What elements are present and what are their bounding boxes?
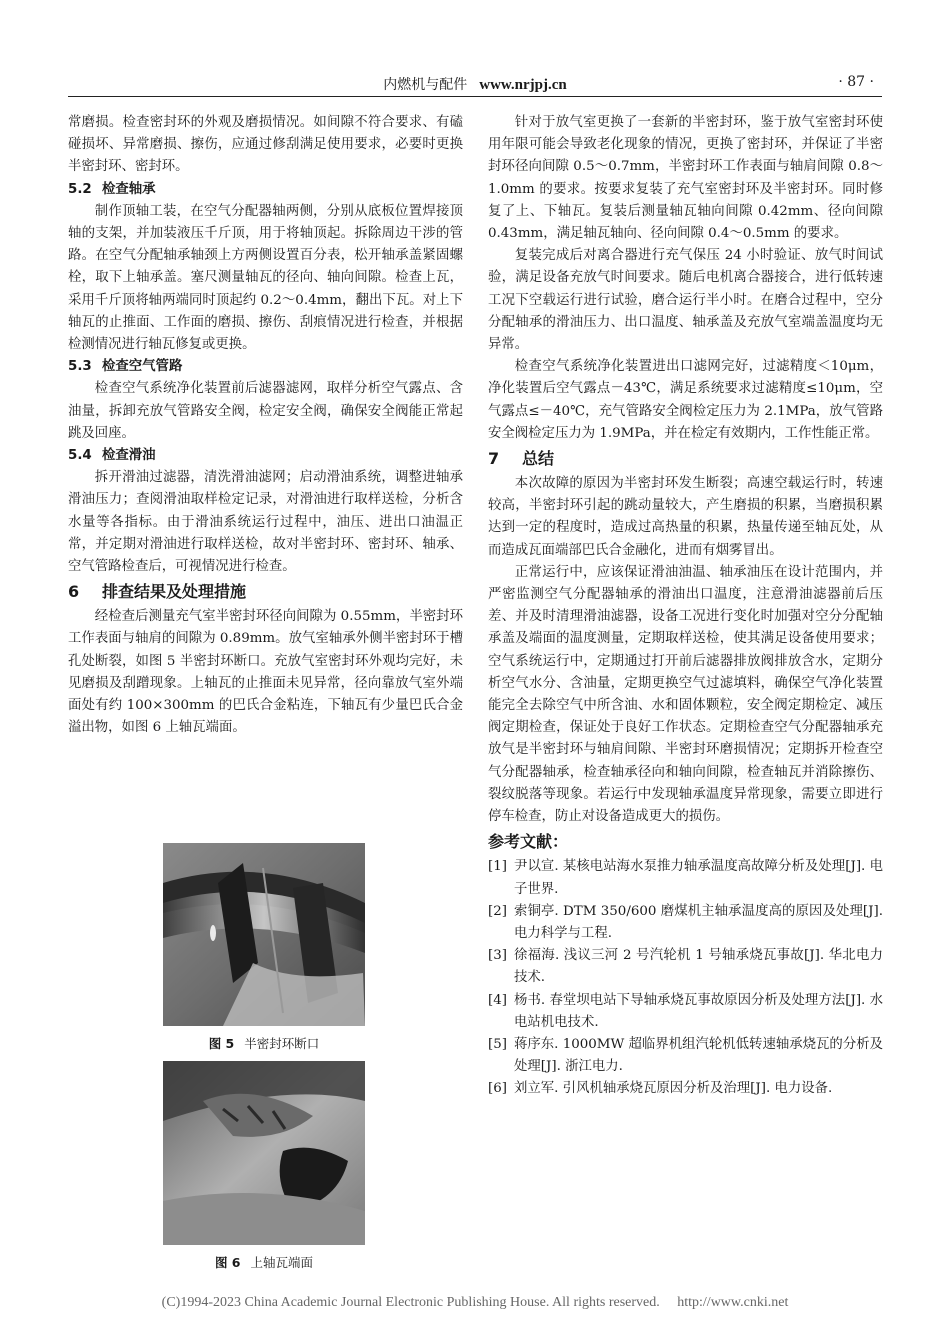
section-heading-6: 6 排查结果及处理措施: [68, 582, 247, 602]
figure-6: [163, 1061, 365, 1271]
section-heading-5-4: 5.4 检查滑油: [68, 448, 156, 464]
paragraph: 经检查后测量充气室半密封环径向间隙为 0.55mm，半密封环工作表面与轴肩的间隙为 0.89mm。放气室轴承外侧半密封环于槽孔处断裂，如图 5 半密封环断口。充放气室密封环外观均完好，未见磨损及刮蹭现象。上轴瓦的止推面未见异常，径向靠放气室外端面处有约 100×300mm 的巴氏合金粘连，下轴瓦有少量巴氏合金溢出物，如图 6 上轴瓦端面。: [68, 609, 463, 736]
reference-list: [488, 856, 883, 1100]
page-number: · 87 ·: [838, 74, 874, 90]
paragraph: 正常运行中，应该保证滑油油温、轴承油压在设计范围内，并严密监测空气分配器轴承的滑油出口温度，注意滑油滤器前后压差、并及时清理滑油滤器，设备工况进行变化时加强对空分分配轴承盖及端面的温度测量，定期取样送检，使其满足设备使用要求；空气系统运行中，定期通过打开前后滤器排放阀排放含水，定期分析空气水分、含油量，定期更换空气过滤填料，确保空气净化装置能完全去除空气中所含油、水和固体颗粒，安全阀定期检定、减压阀定期检查，保证处于良好工作状态。定期检查空气分配器轴承充放气是半密封环与轴肩间隙、半密封环磨损情况；定期拆开检查空气分配器轴承，检查轴承径向和轴向间隙，检查轴瓦并消除擦伤、裂纹脱落等现象。若运行中发现轴承温度异常现象，需要立即进行停车检查，防止对设备造成更大的损伤。: [488, 564, 883, 825]
figure-6-caption: 图 6 上轴瓦端面: [214, 1255, 314, 1270]
section-heading-7: 7 总结: [488, 449, 555, 469]
reference-item: [4] 杨书. 春堂坝电站下导轴承烧瓦事故原因分析及处理方法[J]. 水电站机电技术.: [488, 992, 883, 1030]
journal-website[interactable]: www.nrjpj.cn: [479, 77, 567, 93]
figure-5-photo: [163, 843, 365, 1026]
journal-name: 内燃机与配件: [383, 77, 468, 93]
page-footer: [0, 1295, 950, 1311]
paragraph: 检查空气系统净化装置前后滤器滤网，取样分析空气露点、含油量，拆卸充放气管路安全阀，检定安全阀，确保安全阀能正常起跳及回座。: [68, 381, 463, 441]
reference-item: [2] 索铜亭. DTM 350/600 磨煤机主轴承温度高的原因及处理[J]. 电力科学与工程.: [488, 903, 883, 941]
page-header: [68, 70, 882, 97]
reference-item: [5] 蒋序东. 1000MW 超临界机组汽轮机低转速轴承烧瓦的分析及处理[J]. 浙江电力.: [488, 1036, 883, 1075]
figure-6-photo: [163, 1061, 365, 1245]
cnki-link[interactable]: http://www.cnki.net: [677, 1295, 789, 1310]
paragraph: 常磨损。检查密封环的外观及磨损情况。如间隙不符合要求、有磕碰损坏、异常磨损、擦伤，应通过修刮满足使用要求，必要时更换半密封环、密封环。: [68, 115, 463, 175]
upper-bearing-shell-image: [163, 1061, 365, 1245]
reference-item: [3] 徐福海. 浅议三河 2 号汽轮机 1 号轴承烧瓦事故[J]. 华北电力技术.: [488, 948, 883, 986]
left-column: [68, 112, 463, 739]
header-journal-line: [68, 74, 882, 94]
broken-seal-ring-image: [163, 843, 365, 1026]
paragraph: 制作顶轴工装，在空气分配器轴两侧，分别从底板位置焊接顶轴的支架，并加装液压千斤顶，用于将轴顶起。拆除周边干涉的管路。在空气分配轴承轴颈上方两侧设置百分表，松开轴承盖紧固螺栓，取下上轴承盖。塞尺测量轴瓦的径向、轴向间隙。检查上瓦，采用千斤顶将轴两端同时顶起约 0.2～0.4mm，翻出下瓦。对上下轴瓦的止推面、工作面的磨损、擦伤、刮痕情况进行检查，并根据检测情况进行轴瓦修复或更换。: [68, 203, 463, 353]
paragraph: 拆开滑油过滤器，清洗滑油滤网；启动滑油系统，调整进轴承滑油压力；查阅滑油取样检定记录，对滑油进行取样送检，分析含水量等各指标。由于滑油系统运行过程中，油压、进出口油温正常，并定期对滑油进行取样送检，故对半密封环、密封环、轴承、空气管路检查后，可视情况进行检查。: [68, 470, 463, 575]
section-heading-5-3: 5.3 检查空气管路: [68, 359, 183, 375]
copyright-notice: (C)1994-2023 China Academic Journal Electronic Publishing House. All rights reserved.: [161, 1295, 660, 1310]
paragraph: 检查空气系统净化装置进出口滤网完好，过滤精度＜10μm，净化装置后空气露点－43℃，满足系统要求过滤精度≤10μm，空气露点≤－40℃，充气管路安全阀检定压力为 2.1MPa，放气管路安全阀检定压力为 1.9MPa，并在检定有效期内，工作性能正常。: [488, 359, 883, 441]
figure-5: [163, 843, 365, 1052]
paragraph: 本次故障的原因为半密封环发生断裂；高速空载运行时，转速较高，半密封环引起的跳动量较大，产生磨损的积累，当磨损积累达到一定的程度时，造成过高热量的积累，热量传递至轴瓦处，从而造成瓦面端部巴氏合金融化，进而有烟雾冒出。: [488, 476, 883, 558]
section-heading-5-2: 5.2 检查轴承: [68, 181, 156, 197]
reference-item: [1] 尹以宣. 某核电站海水泵推力轴承温度高故障分析及处理[J]. 电子世界.: [488, 859, 883, 897]
paragraph: 复装完成后对离合器进行充气保压 24 小时验证、放气时间试验，满足设备充放气时间要求。随后电机离合器接合，进行低转速工况下空载运行进行试验，磨合运行半小时。在磨合过程中，空分分配轴承的滑油压力、出口温度、轴承盖及充放气室端盖温度均无异常。: [488, 248, 883, 353]
paragraph: 针对于放气室更换了一套新的半密封环，鉴于放气室密封环使用年限可能会导致老化现象的情况，更换了密封环，并保证了半密封环径向间隙 0.5～0.7mm，半密封环工作表面与轴肩间隙 0.8～1.0mm 的要求。按要求复装了充气室密封环及半密封环。同时修复了上、下轴瓦。复装后测量轴瓦轴向间隙 0.42mm、径向间隙 0.43mm，满足轴瓦轴向、径向间隙 0.4～0.5mm 的要求。: [488, 115, 883, 242]
reference-item: [6] 刘立军. 引风机轴承烧瓦原因分析及治理[J]. 电力设备.: [488, 1081, 833, 1097]
right-column: [488, 112, 883, 1101]
figure-5-caption: 图 5 半密封环断口: [208, 1036, 320, 1051]
references-heading: 参考文献：: [488, 832, 569, 852]
